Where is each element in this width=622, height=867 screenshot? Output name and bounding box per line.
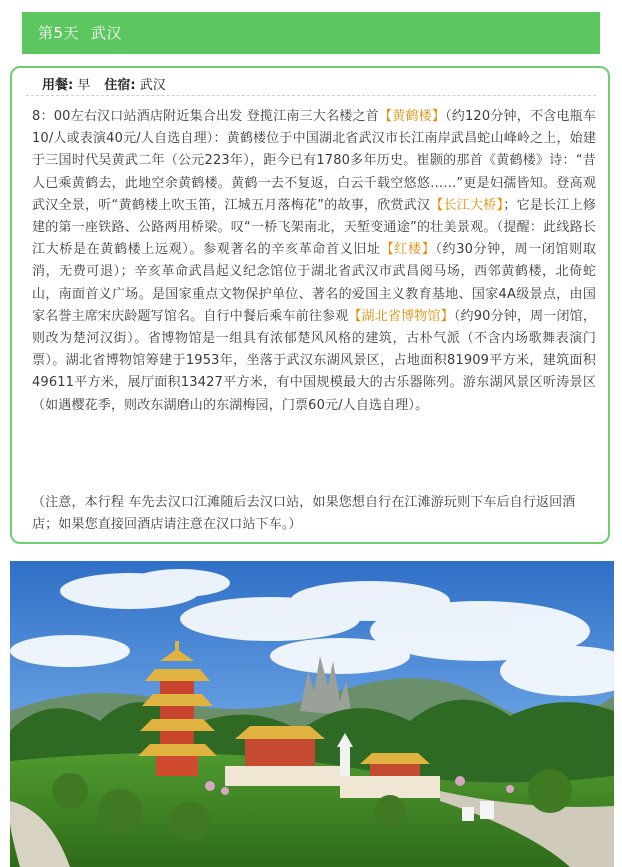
attraction-name: 【长江大桥】 — [430, 197, 504, 213]
day-header — [22, 12, 600, 54]
meta-row — [42, 74, 166, 93]
itinerary-text: 8：00左右汉口站酒店附近集合出发 登揽江南三大名楼之首 — [32, 109, 379, 124]
meal-label: 用餐: — [42, 78, 74, 93]
itinerary-text: （约90分钟，周一闭馆，则改为楚河汉街）。省博物馆是一组具有浓郁楚风风格的建筑，古朴气派（不含内场歌舞表演门票）。湖北省博物馆筹建于1953年，坐落于武汉东湖风景区，占地面积81909平方米，建筑面积49611平方米，展厅面积13427平方米，有中国规模最大的古乐器陈列。游东湖风景区听涛景区（如遇樱花季，则改东湖磨山的东湖梅园，门票60元/人自选自理）。 — [32, 308, 597, 413]
stay-value: 武汉 — [139, 78, 166, 93]
itinerary-note: （注意，本行程 车先去汉口江滩随后去汉口站，如果您想自行在江滩游玩则下车后自行返回酒店；如果您直接回酒店请注意在汉口站下车。） — [32, 495, 576, 532]
meal-value: 早 — [77, 78, 91, 93]
scenic-photo-yellow-crane-tower — [10, 561, 614, 867]
dashed-divider — [26, 95, 596, 96]
itinerary-card — [10, 66, 610, 544]
attraction-name: 【红楼】 — [380, 242, 436, 258]
day-number: 第5天 — [38, 24, 80, 42]
itinerary-text: （约120分钟，不含电瓶车10/人或表演40元/人自选自理）：黄鹤楼位于中国湖北省武汉市长江南岸武昌蛇山峰岭之上，始建于三国时代吴黄武二年（公元223年），距今已有1780多年历史。崔颢的那首《黄鹤楼》诗：“昔人已乘黄鹤去，此地空余黄鹤楼。黄鹤一去不复返，白云千载空悠悠……”更是妇孺皆知。登高观武汉全景，听“黄鹤楼上吹玉笛，江城五月落梅花”的故事，欣赏武汉 — [32, 109, 596, 213]
itinerary-text: ；它是长江上修建的第一座铁路、公路两用桥梁。叹“一桥飞架南北，天堑变通途”的壮美景观。（提醒：此线路长江大桥是在黄鹤楼上远观）。参观著名的辛亥革命首义旧址 — [32, 197, 596, 258]
stay-label: 住宿: — [104, 78, 136, 93]
attraction-name: 【湖北省博物馆】 — [348, 308, 454, 324]
itinerary-text: （约30分钟，周一闭馆则取消，无费可退）；辛亥革命武昌起义纪念馆位于湖北省武汉市武昌阅马场，西邻黄鹤楼，北倚蛇山，南面首义广场。是国家重点文物保护单位、著名的爱国主义教育基地、国家4A级景点，由国家名誉主席宋庆龄题写馆名。自行中餐后乘车前往参观 — [32, 242, 596, 324]
itinerary-description — [32, 106, 596, 417]
day-place: 武汉 — [91, 24, 123, 42]
attraction-name: 【黄鹤楼】 — [378, 109, 446, 124]
